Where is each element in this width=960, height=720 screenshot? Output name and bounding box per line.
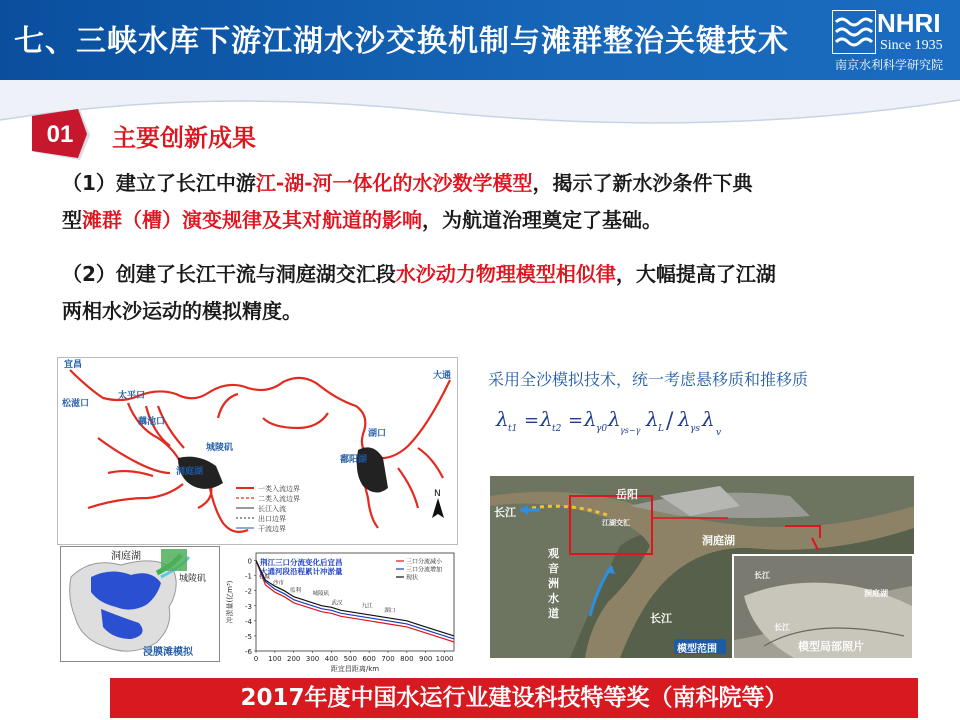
p1-highlight-1: 江-湖-河一体化的水沙数学模型: [255, 171, 533, 195]
chart-legend-label: 三口分流减小: [406, 558, 443, 566]
chart-legend-label: 三口分流增加: [406, 566, 443, 574]
chart-title-line2: 大通河段沿程累计冲淤量: [260, 567, 343, 576]
svg-text:λ: λ: [608, 407, 621, 431]
map-label-chenglingji: 城陵矶: [206, 443, 234, 453]
map-label-dongtinghu: 洞庭湖: [176, 467, 204, 477]
svg-text:=: =: [524, 410, 540, 431]
photo-label-dongtinghu: 洞庭湖: [702, 534, 735, 547]
svg-text:λ: λ: [584, 407, 597, 431]
x-tick-label: 100: [268, 655, 282, 663]
x-tick-label: 700: [381, 655, 395, 663]
section-badge: [28, 108, 92, 162]
legend-item-3: 长江入流: [258, 505, 286, 513]
model-note: 采用全沙模拟技术，统一考虑悬移质和推移质: [488, 370, 809, 389]
logo-text: NHRI: [877, 8, 941, 38]
x-tick-label: 200: [287, 655, 301, 663]
p2-text-d: 两相水沙运动的模拟精度。: [62, 299, 302, 323]
svg-text:λ: λ: [540, 407, 553, 431]
y-tick-label: -2: [245, 587, 252, 596]
chart-region-label: 枝城: [258, 574, 270, 581]
award-banner: 2017年度中国水运行业建设科技特等奖（南科院等）: [110, 678, 918, 718]
compass-icon: [432, 489, 444, 518]
wave-icon: [832, 10, 876, 54]
chart-region-label: 监利: [289, 588, 301, 595]
y-tick-label: -4: [245, 617, 252, 626]
p1-highlight-2: 滩群（槽）演变规律及其对航道的影响: [82, 208, 422, 232]
logo-institute: 南京水利科学研究院: [835, 58, 944, 72]
map-label-songzikou: 松滋口: [62, 399, 90, 409]
y-tick-label: -3: [245, 602, 252, 611]
chart-title-line1: 荆江三口分流变化后宜昌: [260, 558, 343, 567]
x-tick-label: 0: [253, 655, 259, 663]
map-label-hukou: 湖口: [368, 429, 387, 439]
chart-region-label: 九江: [361, 603, 373, 610]
logo-since: Since 1935: [880, 38, 943, 53]
map-label-taipingkou: 太平口: [118, 391, 146, 401]
photo-box-label: 江湖交汇: [602, 519, 630, 527]
erosion-chart-svg: [224, 547, 460, 673]
chart-legend-label: 现状: [406, 574, 419, 582]
section-number: 01: [46, 121, 74, 148]
lake-label: 洞庭湖: [111, 551, 141, 562]
svg-text:γ0: γ0: [596, 424, 608, 434]
p1-text-d: 型: [62, 208, 82, 232]
inset-caption: 模型局部照片: [798, 640, 864, 653]
chart-region-label: 湖口: [384, 607, 396, 614]
svg-text:t2: t2: [552, 424, 562, 434]
y-tick-label: -1: [245, 572, 252, 581]
lake-map-svg: [61, 547, 219, 661]
p1-text-c: ，揭示了新水沙条件下典: [532, 171, 753, 195]
map-label-ouchikou: 藕池口: [138, 417, 166, 427]
photo-label-changjiang-1: 长江: [494, 506, 516, 519]
paragraph-2: [62, 256, 932, 330]
svg-text:λ: λ: [702, 407, 715, 431]
dongting-lake-map: [60, 546, 220, 662]
map-label-yichang: 宜昌: [64, 360, 83, 370]
photo-label-guanyinzhou: 观音洲水道: [548, 547, 559, 620]
x-tick-label: 800: [400, 655, 414, 663]
model-photo-inset: [732, 554, 914, 660]
svg-text:γs−γ: γs−γ: [620, 426, 641, 435]
erosion-chart: [224, 547, 460, 673]
y-axis-label: 冲淤量(亿m³): [226, 580, 234, 624]
x-tick-label: 900: [419, 655, 433, 663]
river-network-map: [57, 357, 458, 545]
paragraph-1: [62, 165, 932, 239]
inset-label-dongtinghu: 洞庭湖: [864, 589, 888, 598]
inset-label-changjiang-2: 长江: [774, 623, 790, 632]
svg-text:=: =: [568, 410, 584, 431]
svg-text:N: N: [434, 489, 441, 499]
p2-highlight: 水沙动力物理模型相似律: [395, 262, 616, 286]
map-label-datong: 大通: [433, 371, 452, 381]
page-title: 七、三峡水库下游江湖水沙交换机制与滩群整治关键技术: [14, 24, 789, 59]
y-tick-label: -5: [245, 632, 252, 641]
title-bar: [0, 0, 960, 80]
x-tick-label: 1000: [435, 655, 454, 663]
svg-text:λ: λ: [496, 407, 509, 431]
chart-region-label: 城陵矶: [312, 591, 330, 598]
legend-item-2: 二类入流边界: [258, 495, 300, 503]
p1-text-a: （1）建立了长江中游: [62, 171, 256, 195]
map-label-poyanghu: 鄱阳湖: [340, 455, 368, 465]
svg-text:L: L: [658, 424, 664, 434]
x-tick-label: 400: [324, 655, 339, 663]
svg-text:γs: γs: [690, 424, 700, 434]
x-tick-label: 600: [362, 655, 376, 663]
x-tick-label: 500: [343, 655, 357, 663]
y-tick-label: 0: [247, 557, 252, 566]
svg-text:λ: λ: [646, 407, 659, 431]
p2-text-a: （2）创建了长江干流与洞庭湖交汇段: [62, 262, 396, 286]
river-network-svg: [58, 358, 457, 544]
svg-text:t1: t1: [508, 424, 518, 434]
svg-text:v: v: [716, 428, 722, 438]
similarity-formula: [490, 400, 770, 450]
model-range-tag: 模型范围: [677, 644, 717, 655]
p1-text-f: ，为航道治理奠定了基础。: [422, 208, 662, 232]
p2-text-c: ，大幅提高了江湖: [615, 262, 776, 286]
chart-region-label: 沙市: [272, 580, 284, 587]
section-title: 主要创新成果: [112, 124, 256, 152]
photo-label-yueyang: 岳阳: [616, 488, 638, 501]
chart-region-label: 武汉: [331, 600, 343, 607]
legend-item-1: 一类入流边界: [258, 485, 300, 493]
nhri-logo: [830, 6, 956, 76]
legend-item-5: 干流边界: [258, 525, 286, 533]
photo-label-changjiang-2: 长江: [650, 612, 672, 625]
x-tick-label: 300: [305, 655, 320, 663]
svg-text:/: /: [666, 409, 674, 434]
inset-label-changjiang-1: 长江: [754, 571, 770, 580]
map2-caption: 浸膜滩模拟: [143, 647, 193, 658]
city-label: 城陵矶: [179, 574, 207, 584]
y-tick-label: -6: [245, 648, 252, 656]
svg-text:λ: λ: [678, 407, 691, 431]
legend-item-4: 出口边界: [258, 515, 286, 523]
x-axis-label: 距宜昌距离/km: [330, 665, 380, 673]
